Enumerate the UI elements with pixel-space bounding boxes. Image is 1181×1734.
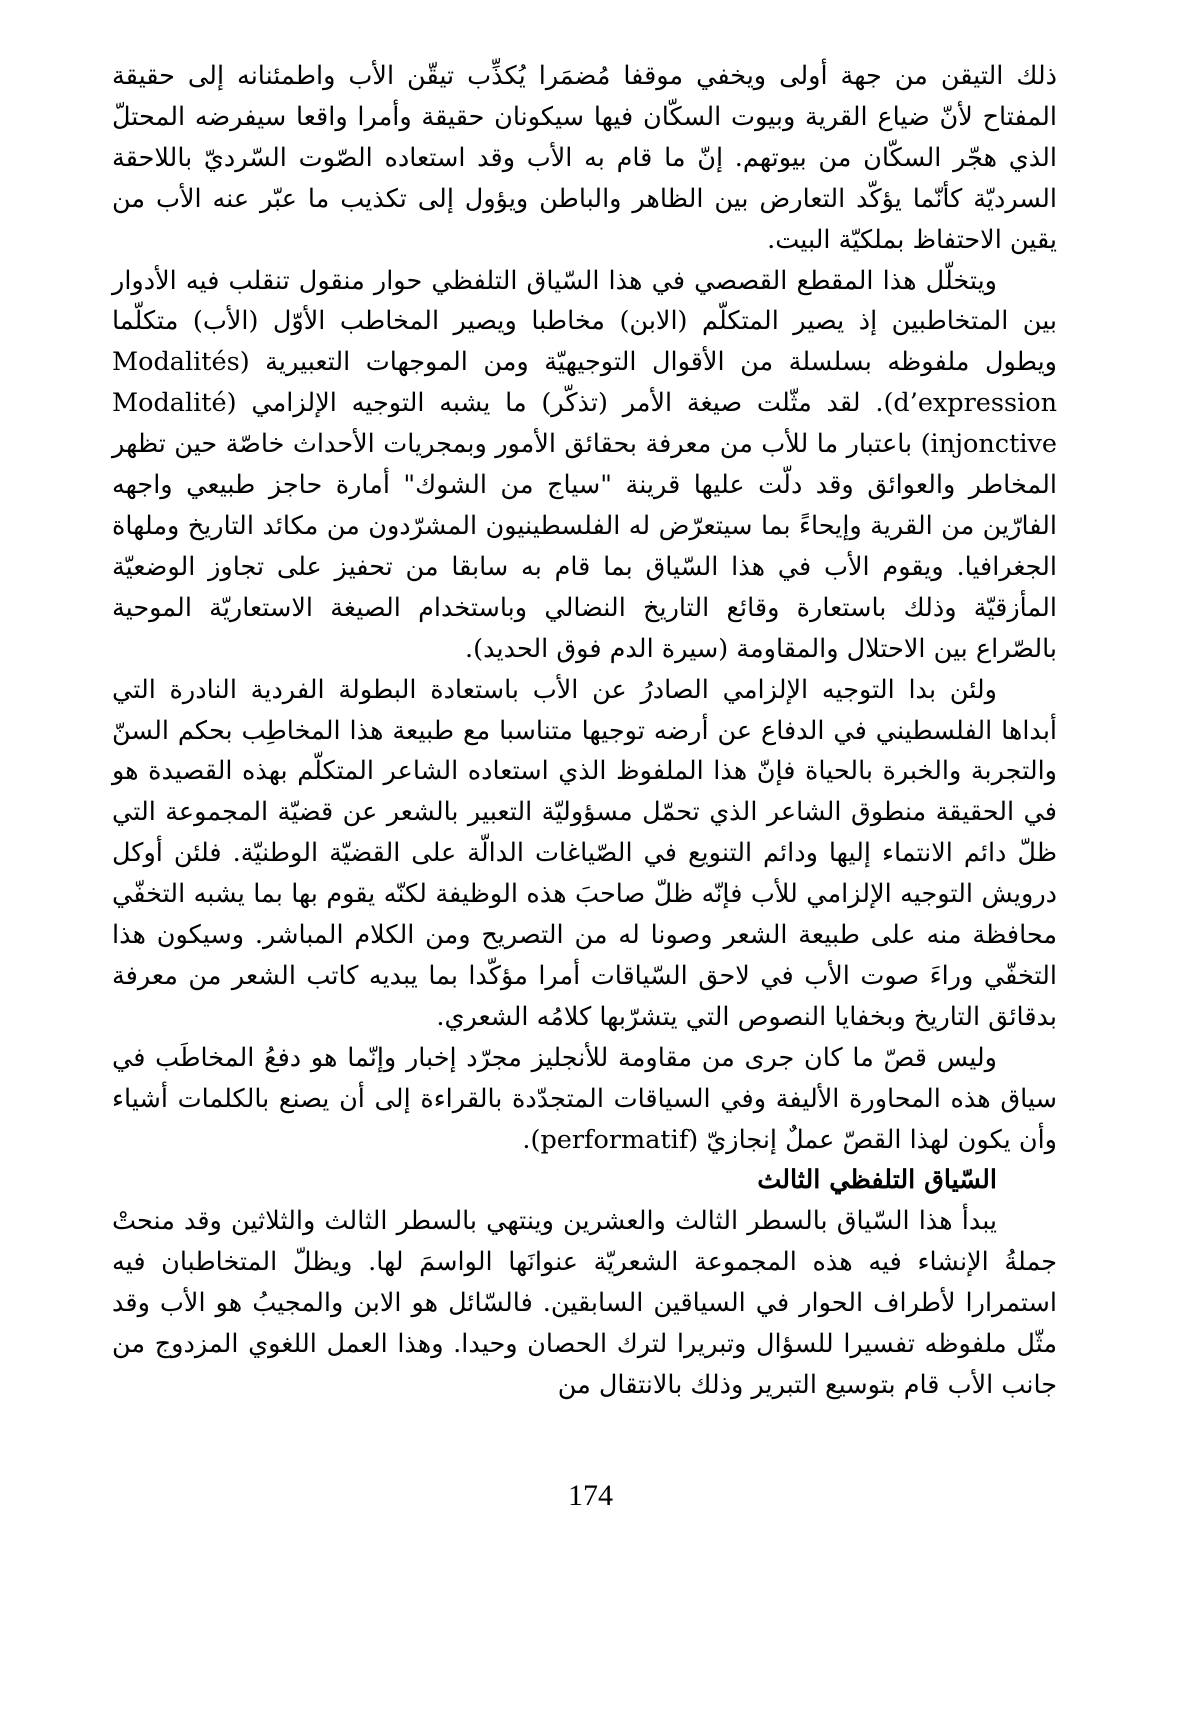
paragraph-dialogue-analysis: ويتخلّل هذا المقطع القصصي في هذا السّياق التلفظي حوار منقول تنقلب فيه الأدوار بين المتخاطبين إذ يصير المتكلّم (الابن) مخاطبا ويصير المخاطب الأوّل (الأب) متكلّما ويطول ملفوظه بسلسلة من الأقوال التوجيهيّة ومن الموجهات التعبيرية (Modalités d’expression). لقد مثّلت صيغة الأمر (تذكّر) ما يشبه التوجيه الإلزامي (Modalité injonctive) باعتبار ما للأب من معرفة بحقائق الأمور وبمجريات الأحداث خاصّة حين تظهر المخاطر والعوائق وقد دلّت عليها قرينة "سياج من الشوك" أمارة حاجز طبيعي واجهه الفارّين من القرية وإيحاءً بما سيتعرّض له الفلسطينيون المشرّدون من مكائد التاريخ وملهاة الجغرافيا. ويقوم الأب في هذا السّياق بما قام به سابقا من تحفيز على تجاوز الوضعيّة المأزقيّة وذلك باستعارة وقائع التاريخ النضالي وباستخدام الصيغة الاستعاريّة الموحية بالصّراع بين الاحتلال والمقاومة (سيرة الدم فوق الحديد).: [112, 265, 1057, 664]
paragraph-continuation: ذلك التيقن من جهة أولى ويخفي موقفا مُضمَرا يُكذِّب تيقّن الأب واطمئنانه إلى حقيقة المفتاح لأنّ ضياع القرية وبيوت السكّان فيها سيكونان حقيقة وأمرا واقعا سيفرضه المحتلّ الذي هجّر السكّان من بيوتهم. إنّ ما قام به الأب وقد استعاده الصّوت السّرديّ باللاحقة السرديّة كأنّما يؤكّد التعارض بين الظاهر والباطن ويؤول إلى تكذيب ما عبّر عنه الأب من يقين الاحتفاظ بملكيّة البيت.: [112, 61, 1057, 255]
paragraph-third-context: يبدأ هذا السّياق بالسطر الثالث والعشرين وينتهي بالسطر الثالث والثلاثين وقد منحتْ جملةُ الإنشاء فيه هذه المجموعة الشعريّة عنوانَها الواسمَ لها. ويظلّ المتخاطبان فيه استمرارا لأطراف الحوار في السياقين السابقين. فالسّائل هو الابن والمجيبُ هو الأب وقد مثّل ملفوظه تفسيرا للسؤال وتبريرا لترك الحصان وحيدا. وهذا العمل اللغوي المزدوج من جانب الأب قام بتوسيع التبرير وذلك بالانتقال من: [112, 1206, 1057, 1400]
paragraph-performative: وليس قصّ ما كان جرى من مقاومة للأنجليز مجرّد إخبار وإنّما هو دفعُ المخاطَب في سياق هذه المحاورة الأليفة وفي السياقات المتجدّدة بالقراءة إلى أن يصنع بالكلمات أشياء وأن يكون لهذا القصّ عملٌ إنجازيّ (performatif).: [112, 1042, 1057, 1155]
body-text: [112, 56, 1057, 1406]
page-number: 174: [568, 1479, 613, 1512]
section-heading: السّياق التلفظي الثالث: [757, 1165, 997, 1196]
paragraph-injunctive-directive: ولئن بدا التوجيه الإلزامي الصادرُ عن الأب باستعادة البطولة الفردية النادرة التي أبداها الفلسطيني في الدفاع عن أرضه توجيها متناسبا مع طبيعة هذا المخاطِب بحكم السنّ والتجربة والخبرة بالحياة فإنّ هذا الملفوظ الذي استعاده الشاعر المتكلّم بهذه القصيدة هو في الحقيقة منطوق الشاعر الذي تحمّل مسؤوليّة التعبير بالشعر عن قضيّة المجموعة التي ظلّ دائم الانتماء إليها ودائم التنويع في الصّياغات الدالّة على القضيّة الوطنيّة. فلئن أوكل درويش التوجيه الإلزامي للأب فإنّه ظلّ صاحبَ هذه الوظيفة لكنّه يقوم بها بما يشبه التخفّي محافظة منه على طبيعة الشعر وصونا له من التصريح ومن الكلام المباشر. وسيكون هذا التخفّي وراءَ صوت الأب في لاحق السّياقات أمرا مؤكّدا بما يبديه كاتب الشعر من معرفة بدقائق التاريخ وبخفايا النصوص التي يتشرّبها كلامُه الشعري.: [112, 674, 1057, 1032]
